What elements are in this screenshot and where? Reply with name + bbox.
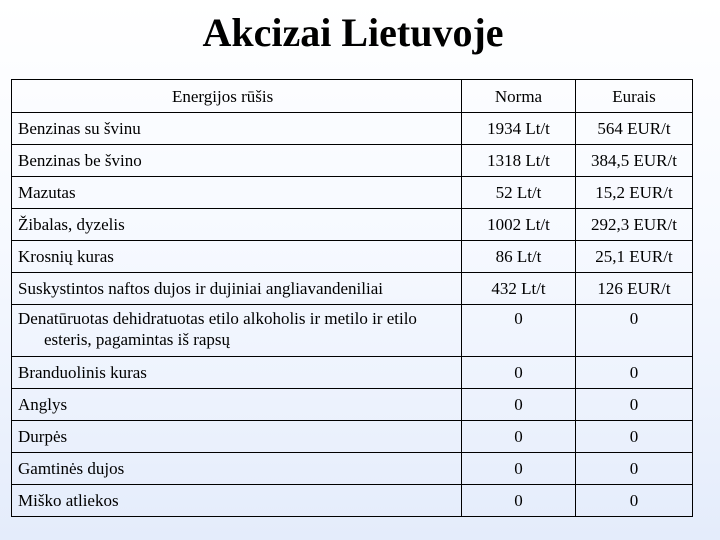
- table-row: [12, 113, 693, 145]
- cell-energy-type: Benzinas su švinu: [12, 113, 462, 145]
- table-row: [12, 209, 693, 241]
- cell-norm: 0: [462, 305, 576, 357]
- cell-norm: 1318 Lt/t: [462, 145, 576, 177]
- cell-energy-type: Anglys: [12, 389, 462, 421]
- cell-norm: 1002 Lt/t: [462, 209, 576, 241]
- table-row: [12, 421, 693, 453]
- header-energy-type: Energijos rūšis: [12, 80, 462, 113]
- table-row: [12, 485, 693, 517]
- cell-norm: 0: [462, 453, 576, 485]
- cell-eur: 0: [576, 421, 693, 453]
- cell-norm: 0: [462, 389, 576, 421]
- cell-energy-type: Suskystintos naftos dujos ir dujiniai angliavandeniliai: [12, 273, 462, 305]
- cell-eur: 15,2 EUR/t: [576, 177, 693, 209]
- header-norm: Norma: [462, 80, 576, 113]
- cell-eur: 25,1 EUR/t: [576, 241, 693, 273]
- table-row: [12, 241, 693, 273]
- cell-energy-type: [12, 305, 462, 357]
- cell-norm: 52 Lt/t: [462, 177, 576, 209]
- cell-norm: 0: [462, 421, 576, 453]
- page-title: Akcizai Lietuvoje: [202, 10, 504, 55]
- table-header-row: [12, 80, 693, 113]
- cell-norm: 1934 Lt/t: [462, 113, 576, 145]
- cell-eur: 0: [576, 453, 693, 485]
- cell-energy-type: Branduolinis kuras: [12, 357, 462, 389]
- table-row: [12, 357, 693, 389]
- cell-eur: 0: [576, 485, 693, 517]
- header-eur: Eurais: [576, 80, 693, 113]
- cell-norm: 432 Lt/t: [462, 273, 576, 305]
- cell-energy-type: Krosnių kuras: [12, 241, 462, 273]
- cell-energy-type: Žibalas, dyzelis: [12, 209, 462, 241]
- cell-energy-type: Gamtinės dujos: [12, 453, 462, 485]
- cell-energy-type: Miško atliekos: [12, 485, 462, 517]
- table-row: [12, 389, 693, 421]
- cell-eur: 384,5 EUR/t: [576, 145, 693, 177]
- cell-norm: 86 Lt/t: [462, 241, 576, 273]
- cell-eur: 564 EUR/t: [576, 113, 693, 145]
- cell-eur: 0: [576, 357, 693, 389]
- excise-table: [11, 79, 693, 517]
- cell-eur: 0: [576, 389, 693, 421]
- table-row: [12, 273, 693, 305]
- cell-eur: 0: [576, 305, 693, 357]
- table-row: [12, 305, 693, 357]
- cell-norm: 0: [462, 485, 576, 517]
- table-row: [12, 145, 693, 177]
- cell-eur: 292,3 EUR/t: [576, 209, 693, 241]
- table-row: [12, 453, 693, 485]
- cell-energy-type: Benzinas be švino: [12, 145, 462, 177]
- table-row: [12, 177, 693, 209]
- cell-energy-type-text: Denatūruotas dehidratuotas etilo alkoholis ir metilo ir etilo esteris, pagamintas iš rapsų: [18, 309, 417, 349]
- cell-eur: 126 EUR/t: [576, 273, 693, 305]
- cell-norm: 0: [462, 357, 576, 389]
- cell-energy-type: Mazutas: [12, 177, 462, 209]
- cell-energy-type: Durpės: [12, 421, 462, 453]
